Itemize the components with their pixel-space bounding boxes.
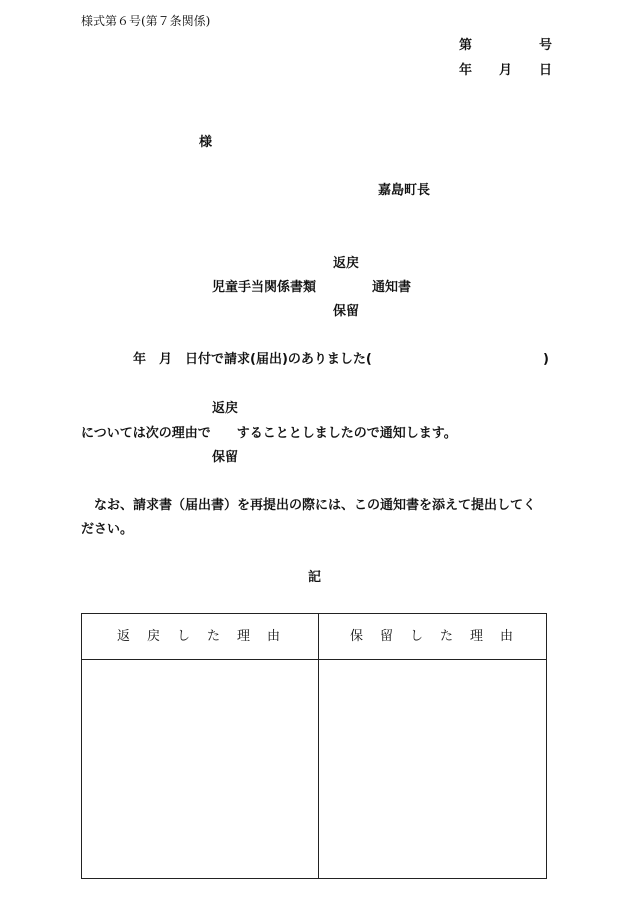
form-id: 様式第６号(第７条関係) — [81, 14, 211, 28]
sender-title: 嘉島町長 — [378, 183, 431, 198]
note-line-2: ださい。 — [81, 522, 134, 537]
header-return-reason: 返戻した理由 — [116, 629, 297, 644]
date-day: 日 — [539, 63, 553, 78]
reasons-table — [81, 613, 547, 879]
return-reason-cell[interactable] — [82, 660, 318, 878]
header-hold-reason: 保留した理由 — [349, 629, 530, 644]
title-main: 児童手当関係書類 — [212, 280, 317, 295]
title-option-return: 返戻 — [333, 256, 360, 271]
body-date-month: 月 — [159, 352, 173, 367]
addressee-honorific: 様 — [199, 135, 213, 150]
body-close-paren: ) — [543, 352, 549, 367]
body-date-text: 日付で請求(届出)のありました( — [185, 352, 372, 367]
title-suffix: 通知書 — [372, 280, 412, 295]
reason-option-return: 返戻 — [212, 401, 239, 416]
note-line-1: なお、請求書（届出書）を再提出の際には、この通知書を添えて提出してく — [94, 498, 537, 513]
reason-option-hold: 保留 — [212, 450, 239, 465]
record-mark: 記 — [308, 570, 322, 585]
reason-line: については次の理由で することとしましたので通知します。 — [81, 426, 457, 441]
number-suffix: 号 — [539, 38, 553, 53]
date-year: 年 — [459, 63, 473, 78]
date-month: 月 — [499, 63, 513, 78]
hold-reason-cell[interactable] — [319, 660, 546, 878]
body-date-year: 年 — [133, 352, 147, 367]
title-option-hold: 保留 — [333, 304, 360, 319]
number-prefix: 第 — [459, 38, 473, 53]
